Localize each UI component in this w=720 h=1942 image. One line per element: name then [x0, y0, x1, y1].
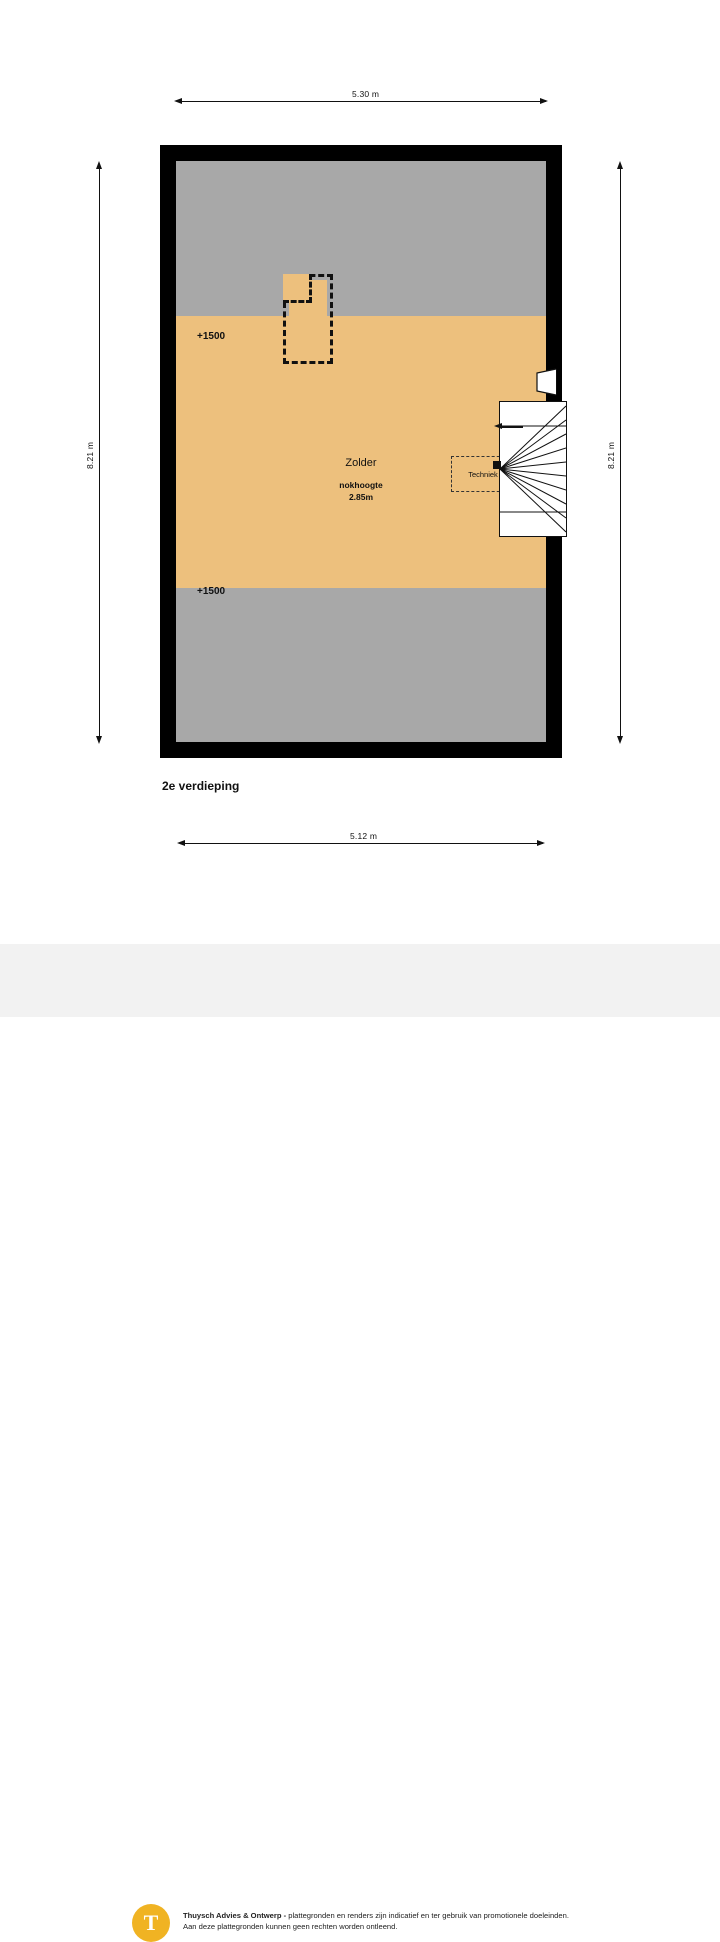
chimney-notch — [283, 274, 312, 303]
room-height-line2: 2.85m — [348, 492, 374, 502]
page-title: 2e verdieping — [162, 779, 240, 793]
dimension-left-arrow-up — [96, 161, 102, 169]
door-swing-icon — [531, 368, 557, 396]
room-height-line1: nokhoogte — [339, 480, 383, 490]
dimension-left-arrow-down — [96, 736, 102, 744]
height-tag-top: +1500 — [197, 331, 226, 342]
plan-interior-roof-area — [176, 161, 546, 742]
dimension-top-arrow-left — [174, 98, 182, 104]
techniek-label: Techniek — [468, 469, 498, 479]
dimension-top-arrow-right — [540, 98, 548, 104]
staircase-steps-icon — [500, 402, 566, 536]
footer-line1-rest: plattegronden en renders zijn indicatief en ter gebruik van promotionele doeleinden. — [286, 1911, 569, 1920]
dimension-bottom-line — [183, 843, 543, 844]
footer-line-1 — [183, 1910, 653, 1921]
footer-brand: Thuysch Advies & Ontwerp - — [183, 1911, 287, 1920]
dimension-right-label: 8.21 m — [606, 441, 616, 469]
dimension-left-line — [99, 168, 100, 738]
stair-newel-post — [493, 461, 501, 469]
stair-direction-line — [501, 426, 523, 428]
footer-disclaimer — [183, 1910, 653, 1932]
chimney-shaft — [283, 274, 333, 364]
dimension-right-line — [620, 168, 621, 738]
dimension-left-label: 8.21 m — [85, 441, 95, 469]
room-label-zolder: Zolder — [345, 457, 377, 469]
dimension-bottom-arrow-right — [537, 840, 545, 846]
staircase — [499, 401, 567, 537]
attic-floor-area — [176, 316, 546, 588]
footer-line-2: Aan deze plattegronden kunnen geen rechten worden ontleend. — [183, 1922, 398, 1931]
dimension-top-line — [180, 101, 546, 102]
door-icon — [531, 368, 557, 396]
logo-letter: T — [143, 1910, 159, 1935]
logo-icon — [132, 1904, 170, 1942]
footer-bar — [0, 944, 720, 1935]
dimension-bottom-arrow-left — [177, 840, 185, 846]
floor-plan — [160, 145, 562, 758]
dimension-bottom-label: 5.12 m — [350, 831, 378, 841]
dimension-right-arrow-down — [617, 736, 623, 744]
dimension-right-arrow-up — [617, 161, 623, 169]
stair-direction-arrow — [494, 423, 502, 429]
dimension-top-label: 5.30 m — [352, 89, 380, 99]
height-tag-bottom: +1500 — [197, 586, 226, 597]
